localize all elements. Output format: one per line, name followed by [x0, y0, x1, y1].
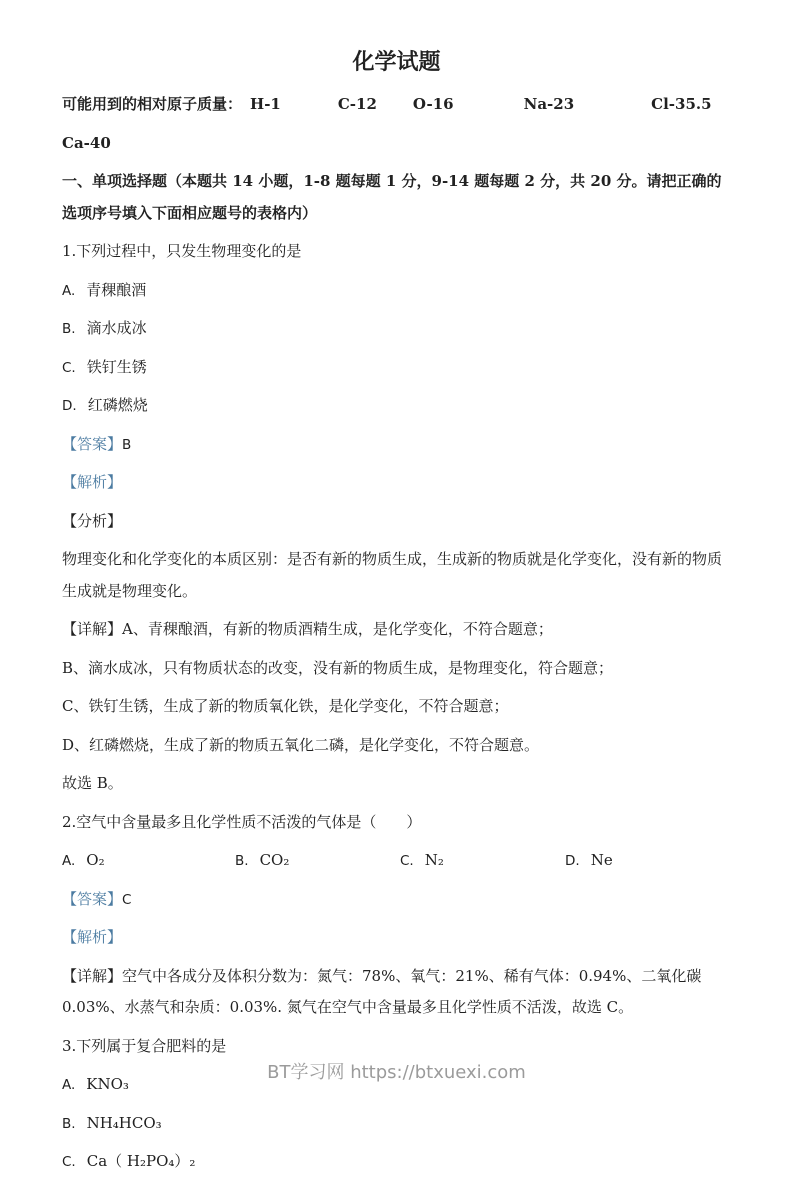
- atomic-mass-o: O-16: [412, 95, 454, 114]
- q2-options-row: [62, 845, 731, 877]
- q1-option-a-letter: A.: [62, 282, 76, 299]
- q1-option-d-letter: D.: [62, 398, 77, 415]
- q1-option-a-text: 青稞酿酒: [86, 280, 147, 299]
- atomic-mass-na: Na-23: [523, 95, 575, 114]
- q1-answer-line: [62, 429, 731, 461]
- footer-link[interactable]: BT学习网 https://btxuexi.com: [267, 1062, 526, 1083]
- section-header: 一、单项选择题（本题共 14 小题，1-8 题每题 1 分，9-14 题每题 2 分，共 20 分。请把正确的选项序号填入下面相应题号的表格内）: [62, 172, 722, 222]
- q2-option-a-letter: A.: [62, 853, 76, 870]
- q1-option-a: [62, 275, 731, 307]
- xiangjie-tag: 【详解】: [62, 966, 123, 985]
- q1-option-b: [62, 313, 731, 345]
- q3-option-c-letter: C.: [62, 1154, 76, 1171]
- q3-stem: 3.下列属于复合肥料的是: [62, 1036, 227, 1055]
- q2-option-c-letter: C.: [400, 853, 414, 870]
- q1-answer-value: B: [122, 436, 132, 453]
- answer-tag: 【答案】: [62, 889, 123, 908]
- q2-stem: 2.空气中含量最多且化学性质不活泼的气体是（ ）: [62, 812, 422, 831]
- jiexi-tag: 【解析】: [62, 473, 123, 492]
- q2-detail-line: [62, 961, 731, 1024]
- q2-detail-text: 空气中各成分及体积分数为：氮气：78%、氧气：21%、稀有气体：0.94%、二氧化碳 0.03%、水蒸气和杂质：0.03%. 氮气在空气中含量最多且化学性质不活泼，故选 C。: [62, 966, 702, 1017]
- page-title: 化学试题: [352, 49, 441, 75]
- q1-option-d-text: 红磷燃烧: [87, 396, 148, 415]
- q1-option-d: [62, 390, 731, 422]
- answer-tag: 【答案】: [62, 434, 123, 453]
- q2-option-b-letter: B.: [235, 853, 249, 870]
- q1-jiexi-line: [62, 467, 731, 499]
- atomic-mass-c: C-12: [337, 95, 377, 114]
- q1-fenxi-line: [62, 506, 731, 538]
- q3-option-c: [62, 1146, 731, 1178]
- q1-option-b-text: 滴水成冰: [86, 319, 147, 338]
- q1-option-c-letter: C.: [62, 359, 76, 376]
- site-watermark-footer: [0, 1060, 793, 1085]
- q1-option-c-text: 铁钉生锈: [86, 357, 147, 376]
- q3-option-a-letter: A.: [62, 1077, 76, 1094]
- q3-option-c-text: Ca（ H₂PO₄）₂: [86, 1152, 196, 1171]
- q2-option-d-letter: D.: [565, 853, 580, 870]
- atomic-mass-h: H-1: [250, 95, 281, 114]
- q2-option-b: [235, 845, 400, 877]
- q1-option-c: [62, 352, 731, 384]
- q2-answer-line: [62, 884, 731, 916]
- q3-option-b: [62, 1108, 731, 1140]
- q1-detail-line-b: B、滴水成冰，只有物质状态的改变，没有新的物质生成，是物理变化，符合题意；: [62, 658, 614, 677]
- atomic-masses-label: 可能用到的相对原子质量：: [62, 95, 243, 114]
- q3-option-b-text: NH₄HCO₃: [86, 1113, 162, 1132]
- q2-option-c-text: N₂: [424, 851, 444, 870]
- q2-option-c: [400, 845, 565, 877]
- q1-fenxi-text: 物理变化和化学变化的本质区别：是否有新的物质生成，生成新的物质就是化学变化，没有新的物质生成就是物理变化。: [62, 550, 723, 600]
- q2-option-b-text: CO₂: [259, 851, 290, 870]
- q2-answer-value: C: [122, 891, 132, 908]
- atomic-mass-ca: Ca-40: [62, 133, 111, 152]
- xiangjie-tag: 【详解】: [62, 620, 123, 639]
- q1-detail-a-text: A、青稞酿酒，有新的物质酒精生成，是化学变化，不符合题意；: [122, 620, 553, 639]
- q1-conclusion: 故选 B。: [62, 774, 123, 793]
- q1-option-b-letter: B.: [62, 321, 76, 338]
- atomic-masses-line: [62, 89, 731, 121]
- q2-option-a: [62, 845, 235, 877]
- q3-option-a-text: KNO₃: [86, 1075, 129, 1094]
- q2-option-d: [565, 845, 731, 877]
- jiexi-tag: 【解析】: [62, 928, 123, 947]
- q2-option-d-text: Ne: [590, 851, 613, 870]
- q1-detail-line-c: C、铁钉生锈，生成了新的物质氧化铁，是化学变化，不符合题意；: [62, 697, 509, 716]
- q1-detail-line-a: [62, 614, 731, 646]
- fenxi-tag: 【分析】: [62, 511, 123, 530]
- q1-detail-line-d: D、红磷燃烧，生成了新的物质五氧化二磷，是化学变化，不符合题意。: [62, 735, 540, 754]
- q1-stem: 1.下列过程中，只发生物理变化的是: [62, 242, 302, 261]
- atomic-mass-cl: Cl-35.5: [651, 95, 712, 114]
- q2-option-a-text: O₂: [86, 851, 105, 870]
- q2-jiexi-line: [62, 922, 731, 954]
- q3-option-b-letter: B.: [62, 1115, 76, 1132]
